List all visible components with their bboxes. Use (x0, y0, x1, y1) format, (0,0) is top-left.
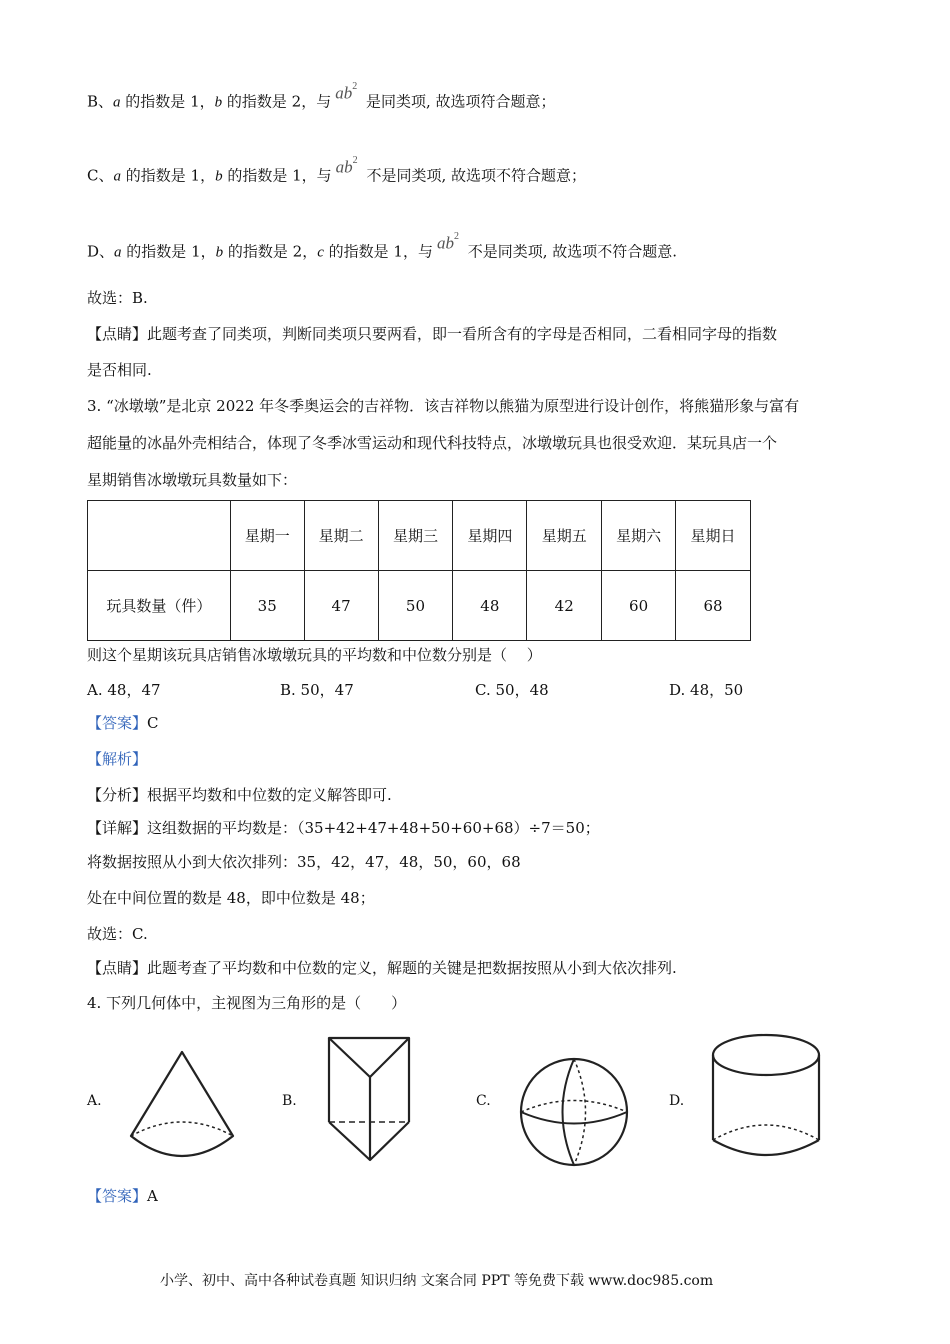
answer-tag: 【答案】 (87, 714, 148, 732)
answer-value: C (147, 714, 159, 732)
option-b-explanation (87, 81, 556, 113)
var-b: b (215, 168, 223, 185)
option-d[interactable]: D. 48，50 (669, 681, 744, 699)
page-footer: 小学、初中、高中各种试卷真题 知识归纳 文案合同 PPT 等免费下载 www.doc985.com (160, 1273, 714, 1289)
q3-stem-line2: 超能量的冰晶外壳相结合，体现了冬季冰雪运动和现代科技特点，冰墩墩玩具也很受欢迎．某玩具店一个 (87, 434, 778, 452)
monomial-ab2: $ab^2$ (436, 231, 459, 253)
q3-answer (87, 713, 159, 733)
var-a: a (113, 94, 121, 111)
cylinder-icon (708, 1030, 826, 1165)
option-a[interactable]: A. 48，47 (87, 681, 161, 699)
text-segment: 的指数是 1，与 (323, 242, 433, 261)
text-segment: 的指数是 1，与 (222, 166, 332, 185)
text-segment: 不是同类项, 故选项不符合题意. (462, 242, 678, 261)
detail-text: 这组数据的平均数是：（35+42+47+48+50+60+68）÷7＝50； (147, 819, 600, 837)
text-segment: 的指数是 2，与 (222, 92, 332, 111)
fenxi-text: 根据平均数和中位数的定义解答即可. (147, 786, 392, 804)
table-header-cell: 星期一 (230, 501, 304, 571)
q4-answer (87, 1186, 158, 1206)
table-header-cell: 星期六 (602, 501, 676, 571)
table-cell: 48 (453, 571, 527, 641)
q3-analysis (87, 785, 392, 805)
comment-tag: 【点睛】 (87, 325, 148, 343)
fig-label-a: A. (87, 1093, 102, 1109)
var-a: a (114, 244, 122, 261)
table-header-cell: 星期四 (453, 501, 527, 571)
q3-choice: 故选：C. (87, 925, 148, 943)
q3-stem-line1: 3. “冰墩墩”是北京 2022 年冬季奥运会的吉祥物．该吉祥物以熊猫为原型进行设计创作，将熊猫形象与富有 (87, 397, 800, 415)
option-b[interactable]: B. 50，47 (280, 681, 354, 699)
q3-median-line: 处在中间位置的数是 48，即中位数是 48； (87, 889, 375, 907)
var-c: c (317, 244, 324, 261)
q2-choice: 故选：B. (87, 289, 148, 307)
q3-comment (87, 958, 677, 978)
option-c-explanation (87, 155, 586, 187)
table-header-cell: 星期日 (676, 501, 751, 571)
q3-stem-line3: 星期销售冰墩墩玩具数量如下： (87, 471, 298, 489)
answer-value: A (147, 1187, 158, 1205)
triangular-prism-icon (322, 1032, 417, 1164)
text-segment: 不是同类项, 故选项不符合题意； (361, 166, 586, 185)
q2-comment-cont: 是否相同. (87, 361, 152, 379)
table-cell: 42 (527, 571, 602, 641)
fig-label-c: C. (476, 1093, 491, 1109)
var-b: b (215, 244, 224, 261)
sphere-icon (515, 1055, 635, 1170)
text-segment: 的指数是 1， (121, 242, 216, 261)
option-b-prefix: B、 (87, 92, 114, 111)
fenxi-tag: 【分析】 (87, 786, 148, 804)
var-b: b (214, 94, 223, 111)
table-cell: 50 (378, 571, 453, 641)
table-cell: 35 (230, 571, 304, 641)
option-c-prefix: C、 (87, 166, 114, 185)
table-corner-cell (88, 501, 231, 571)
analysis-tag: 【解析】 (87, 750, 148, 768)
table-header-cell: 星期二 (304, 501, 378, 571)
table-cell: 60 (602, 571, 676, 641)
monomial-ab2: $ab^2$ (335, 81, 358, 103)
text-segment: 的指数是 1， (120, 166, 216, 185)
detail-tag: 【详解】 (87, 819, 148, 837)
option-d-explanation (87, 231, 678, 263)
table-cell: 47 (304, 571, 378, 641)
comment-text: 此题考查了平均数和中位数的定义，解题的关键是把数据按照从小到大依次排列. (147, 959, 677, 977)
q4-stem: 4. 下列几何体中，主视图为三角形的是（ ） (87, 994, 407, 1012)
q2-comment (87, 324, 777, 344)
q3-options (87, 679, 787, 699)
table-row (88, 571, 751, 641)
q3-question: 则这个星期该玩具店销售冰墩墩玩具的平均数和中位数分别是（ ） (87, 646, 542, 664)
cone-icon (125, 1048, 240, 1163)
table-header-row (88, 501, 751, 571)
fig-label-b: B. (282, 1093, 297, 1109)
answer-tag: 【答案】 (87, 1187, 148, 1205)
sales-table (87, 500, 751, 641)
var-a: a (113, 168, 121, 185)
text-segment: 是同类项, 故选项符合题意； (361, 92, 556, 111)
table-header-cell: 星期三 (378, 501, 453, 571)
table-cell: 68 (676, 571, 751, 641)
comment-text: 此题考查了同类项，判断同类项只要两看，即一看所含有的字母是否相同，二看相同字母的指数 (147, 325, 778, 343)
option-c[interactable]: C. 50，48 (475, 681, 549, 699)
monomial-ab2: $ab^2$ (335, 155, 358, 177)
q3-detail (87, 818, 600, 838)
q3-sort-line: 将数据按照从小到大依次排列：35，42，47，48，50，60，68 (87, 853, 521, 871)
text-segment: 的指数是 1， (120, 92, 215, 111)
table-header-cell: 星期五 (527, 501, 602, 571)
fig-label-d: D. (669, 1093, 685, 1109)
text-segment: 的指数是 2， (223, 242, 318, 261)
option-d-prefix: D、 (87, 242, 115, 261)
comment-tag: 【点睛】 (87, 959, 148, 977)
table-row-label: 玩具数量（件） (88, 571, 231, 641)
